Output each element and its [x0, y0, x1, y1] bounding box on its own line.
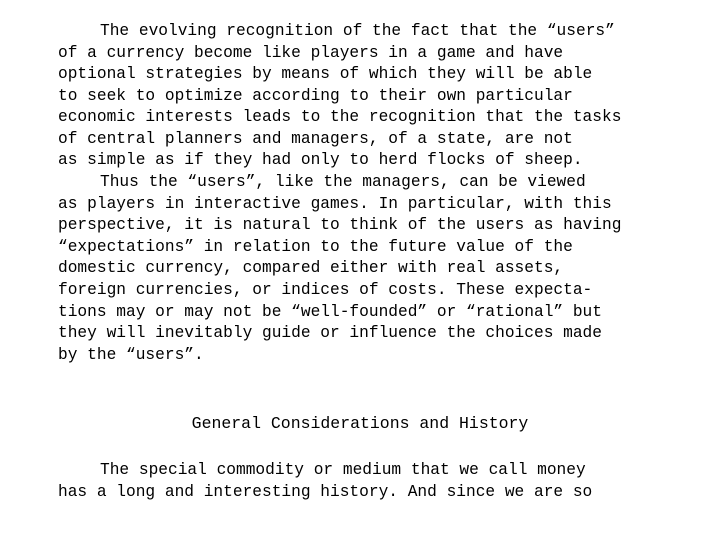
section-heading: General Considerations and History	[191, 414, 529, 433]
text-line: domestic currency, compared either with real assets,	[58, 259, 564, 277]
text-line: The evolving recognition of the fact that the “users”	[100, 22, 615, 40]
text-line: they will inevitably guide or influence the choices made	[58, 324, 602, 342]
text-line: of a currency become like players in a game and have	[58, 43, 564, 62]
text-line: perspective, it is natural to think of the users as having	[58, 216, 622, 234]
text-line: as simple as if they had only to herd flocks of sheep.	[58, 151, 583, 169]
text-line: of central planners and managers, of a state, are not	[58, 129, 573, 148]
text-line: as players in interactive games. In particular, with this	[58, 194, 612, 213]
text-line: tions may or may not be “well-founded” or “rational” but	[58, 302, 602, 321]
text-line: The special commodity or medium that we call money	[100, 461, 586, 479]
text-line: has a long and interesting history. And since we are so	[58, 483, 593, 501]
text-line: to seek to optimize according to their own particular	[58, 86, 573, 105]
text-line: Thus the “users”, like the managers, can be viewed	[100, 173, 586, 191]
text-line: economic interests leads to the recognition that the tasks	[58, 108, 622, 126]
text-line: foreign currencies, or indices of costs. These expecta-	[58, 281, 593, 299]
text-line: by the “users”.	[58, 345, 204, 364]
text-line: optional strategies by means of which they will be able	[58, 65, 593, 83]
text-line: “expectations” in relation to the future value of the	[58, 237, 573, 256]
